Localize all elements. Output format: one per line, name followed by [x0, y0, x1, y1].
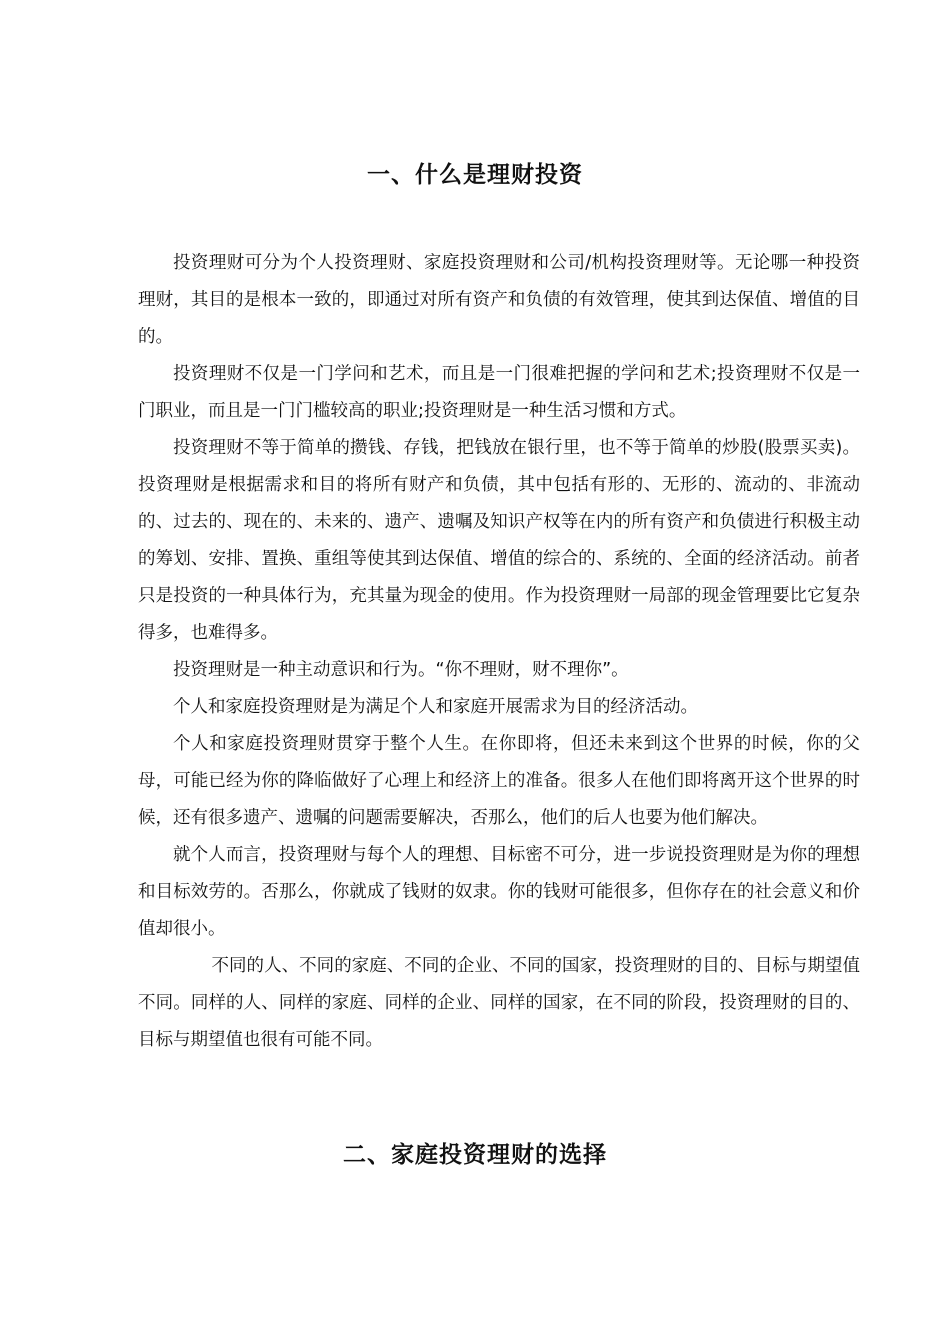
paragraph-6: 个人和家庭投资理财贯穿于整个人生。在你即将，但还未来到这个世界的时候，你的父母，可能已经为你的降临做好了心理上和经济上的准备。很多人在他们即将离开这个世界的时候，还有很多遗产、遗嘱的问题需要解决，否那么，他们的后人也要为他们解决。	[138, 734, 860, 828]
section-heading-2: 二、家庭投资理财的选择	[343, 1142, 607, 1168]
paragraph-3: 投资理财不等于简单的攒钱、存钱，把钱放在银行里，也不等于简单的炒股(股票买卖)。投资理财是根据需求和目的将所有财产和负债，其中包括有形的、无形的、流动的、非流动的、过去的、现在的、未来的、遗产、遗嘱及知识产权等在内的所有资产和负债进行积极主动的筹划、安排、置换、重组等使其到达保值、增值的综合的、系统的、全面的经济活动。前者只是投资的一种具体行为，充其量为现金的使用。作为投资理财一局部的现金管理要比它复杂得多，也难得多。	[138, 438, 860, 643]
section-body-1	[138, 245, 860, 1059]
paragraph-4: 投资理财是一种主动意识和行为。“你不理财，财不理你”。	[173, 660, 629, 680]
paragraph-5: 个人和家庭投资理财是为满足个人和家庭开展需求为目的经济活动。	[173, 697, 698, 717]
paragraph-1: 投资理财可分为个人投资理财、家庭投资理财和公司/机构投资理财等。无论哪一种投资理财，其目的是根本一致的，即通过对所有资产和负债的有效管理，使其到达保值、增值的目的。	[138, 253, 860, 347]
paragraph-8: 不同的人、不同的家庭、不同的企业、不同的国家，投资理财的目的、目标与期望值不同。同样的人、同样的家庭、同样的企业、同样的国家，在不同的阶段，投资理财的目的、目标与期望值也很有可能不同。	[138, 956, 860, 1050]
section-heading-1: 一、什么是理财投资	[367, 162, 583, 188]
paragraph-7: 就个人而言，投资理财与每个人的理想、目标密不可分，进一步说投资理财是为你的理想和目标效劳的。否那么，你就成了钱财的奴隶。你的钱财可能很多，但你存在的社会意义和价值却很小。	[138, 845, 860, 939]
paragraph-2: 投资理财不仅是一门学问和艺术，而且是一门很难把握的学问和艺术;投资理财不仅是一门职业，而且是一门门槛较高的职业;投资理财是一种生活习惯和方式。	[138, 364, 860, 421]
